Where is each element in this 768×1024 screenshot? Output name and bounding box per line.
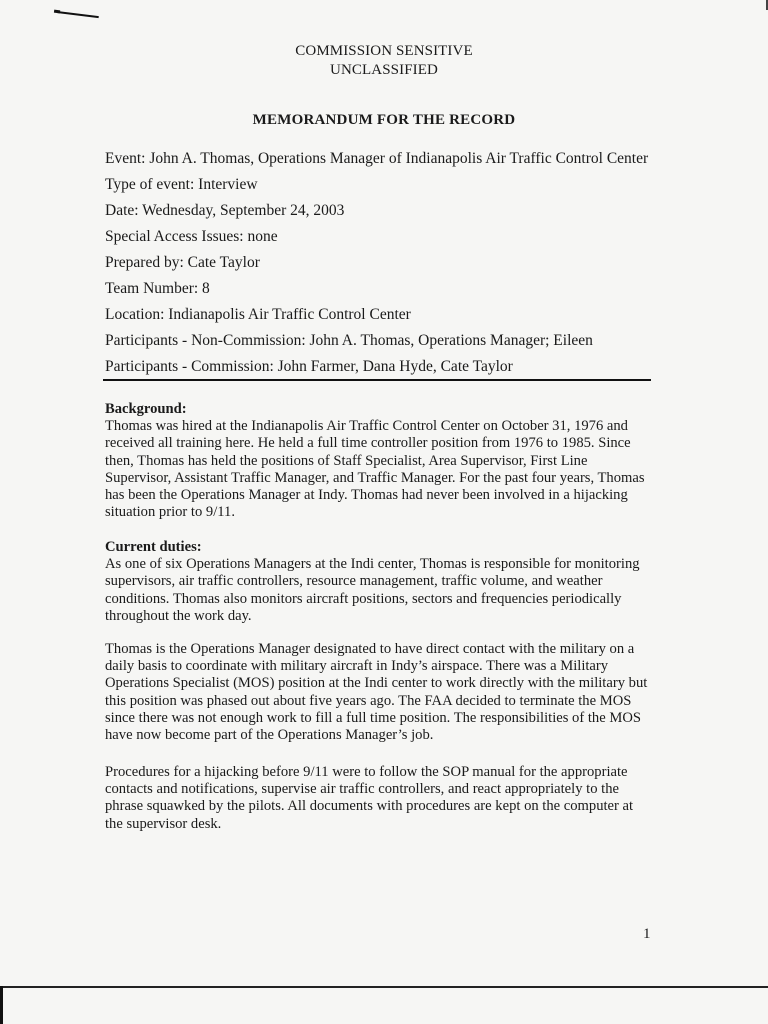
meta-participants-non-commission: Participants - Non-Commission: John A. Thomas, Operations Manager; Eileen [105, 332, 593, 349]
meta-event: Event: John A. Thomas, Operations Manager of Indianapolis Air Traffic Control Center [105, 150, 649, 167]
memo-title: MEMORANDUM FOR THE RECORD [252, 112, 516, 128]
meta-special-access: Special Access Issues: none [105, 228, 278, 245]
meta-participants-commission: Participants - Commission: John Farmer, Dana Hyde, Cate Taylor [105, 358, 513, 375]
classification-line-1: COMMISSION SENSITIVE [295, 43, 473, 59]
current-duties-section [105, 539, 653, 625]
classification-line-2: UNCLASSIFIED [330, 62, 438, 78]
background-heading: Background: [105, 401, 187, 417]
current-duties-heading: Current duties: [105, 539, 202, 555]
scan-left-edge [0, 986, 3, 1024]
meta-type: Type of event: Interview [105, 176, 258, 193]
classification-header [0, 42, 768, 80]
background-section [105, 401, 653, 521]
current-duties-paragraph: As one of six Operations Managers at the Indi center, Thomas is responsible for monitoring supervisors, air traffic controllers, resource management, traffic volume, and weather conditions. Thomas also monitors aircraft positions, sectors and frequencies periodically throughout the work day. [105, 556, 640, 624]
meta-location: Location: Indianapolis Air Traffic Control Center [105, 306, 411, 323]
page-number: 1 [643, 926, 651, 942]
meta-team-number: Team Number: 8 [105, 280, 210, 297]
hijacking-procedures-paragraph: Procedures for a hijacking before 9/11 were to follow the SOP manual for the appropriate contacts and notifications, supervise air traffic controllers, and react appropriately to the phrase squawked by the pilots. All documents with procedures are kept on the computer at the supervisor desk. [105, 764, 634, 832]
scan-mark [57, 11, 99, 18]
meta-date: Date: Wednesday, September 24, 2003 [105, 202, 345, 219]
military-contact-paragraph: Thomas is the Operations Manager designated to have direct contact with the military on a daily basis to coordinate with military aircraft in Indy’s airspace. There was a Military Operations Specialist (MOS) position at the Indi center to work directly with the military but this position was phased out about five years ago. The FAA decided to terminate the MOS since there was not enough work to fill a full time position. The responsibilities of the MOS have now become part of the Operations Manager’s job. [105, 641, 648, 744]
scan-bottom-edge [0, 986, 768, 988]
background-paragraph: Thomas was hired at the Indianapolis Air Traffic Control Center on October 31, 1976 and received all training here. He held a full time controller position from 1976 to 1985. Since then, Thomas has held the positions of Staff Specialist, Area Supervisor, First Line Supervisor, Assistant Traffic Manager, and Traffic Manager. For the past four years, Thomas has been the Operations Manager at Indy. Thomas had never been involved in a hijacking situation prior to 9/11. [105, 418, 645, 521]
memo-metadata [105, 146, 665, 380]
header-divider [103, 379, 651, 381]
meta-prepared-by: Prepared by: Cate Taylor [105, 254, 260, 271]
